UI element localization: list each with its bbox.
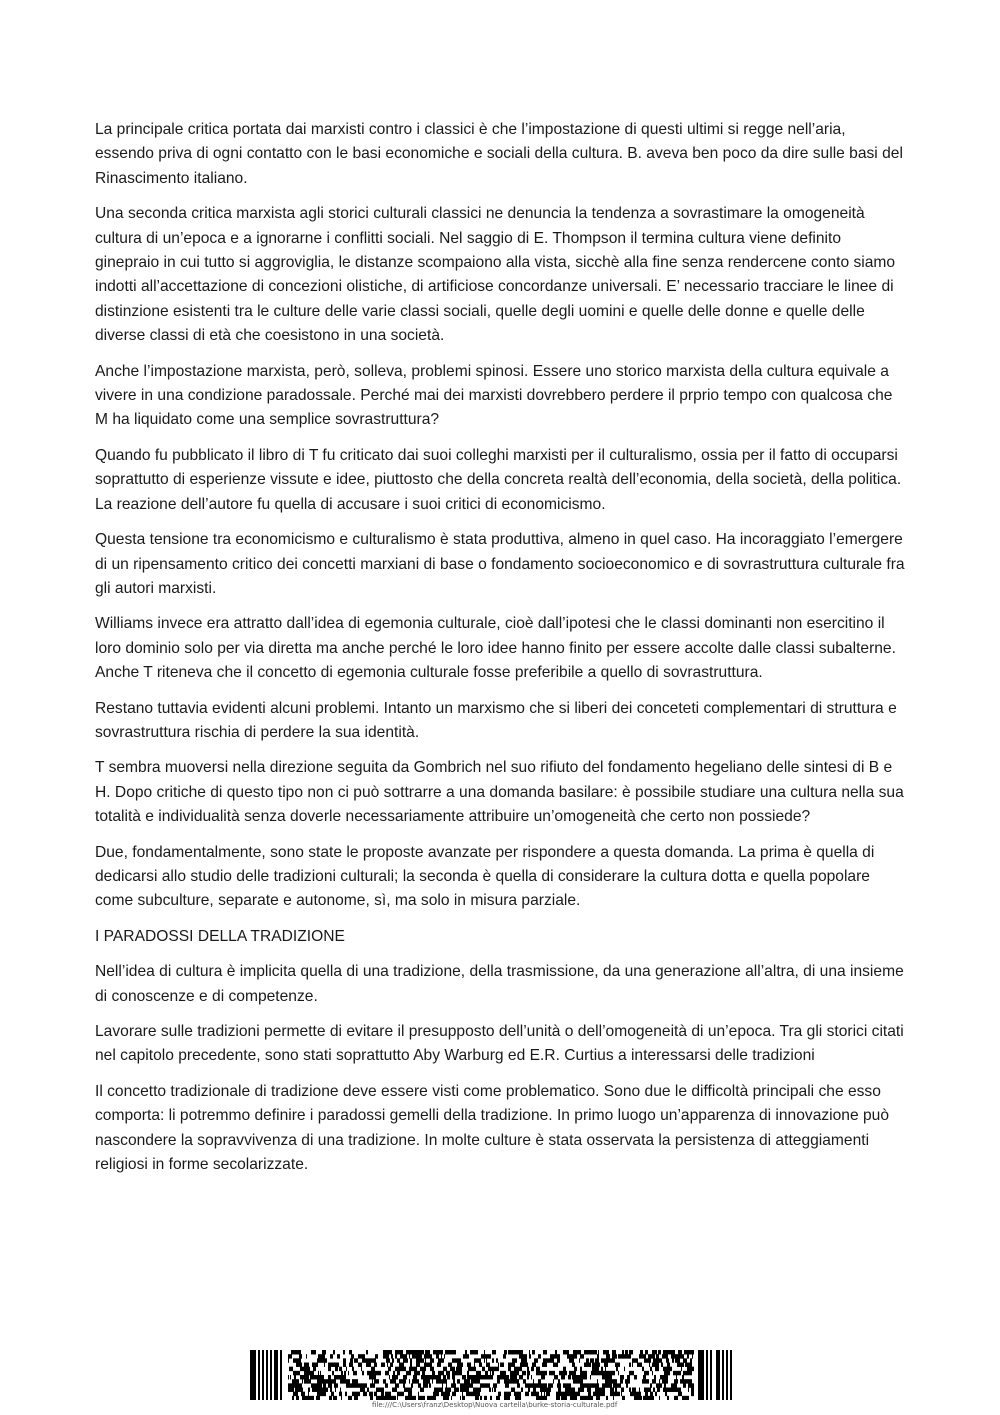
paragraph: Questa tensione tra economicismo e culturalismo è stata produttiva, almeno in quel caso. Ha incoraggiato l’emergere di un ripensamento critico dei concetti marxiani di base o fondamento socioeconomico e di sovrastruttura culturale fra gli autori marxisti. [95, 531, 905, 597]
paragraph: Nell’idea di cultura è implicita quella di una tradizione, della trasmissione, da una generazione all’altra, di una insieme di conoscenze e di competenze. [95, 963, 904, 1005]
2d-barcode-icon [250, 1350, 732, 1400]
document-body [95, 118, 905, 1188]
paragraph: Una seconda critica marxista agli storici culturali classici ne denuncia la tendenza a sovrastimare la omogeneità cultura di un’epoca e a ignorarne i conflitti sociali. Nel saggio di E. Thompson il termina cultura viene definito ginepraio in cui tutto si aggroviglia, le distanze scompaiono alla vista, sicchè alla fine senza rendercene conto siamo indotti all’accettazione di concezioni olistiche, di artificiose concordanze universali. E’ necessario tracciare le linee di distinzione esistenti tra le culture delle varie classi sociali, quelle degli uomini e quelle delle donne e quelle delle diverse classi di età che coesistono in una società. [95, 205, 896, 345]
paragraph: Il concetto tradizionale di tradizione deve essere visti come problematico. Sono due le difficoltà principali che esso comporta: li potremmo definire i paradossi gemelli della tradizione. In primo luogo un’apparenza di innovazione può nascondere la sopravvivenza di una tradizione. In molte culture è stata osservata la persistenza di atteggiamenti religiosi in forme secolarizzate. [95, 1082, 890, 1174]
paragraph: Lavorare sulle tradizioni permette di evitare il presupposto dell’unità o dell’omogeneità di un’epoca. Tra gli storici citati nel capitolo precedente, sono stati soprattutto Aby Warburg ed E.R. Curtius a interessarsi delle tradizioni [95, 1023, 904, 1065]
paragraph: La principale critica portata dai marxisti contro i classici è che l’impostazione di questi ultimi si regge nell’aria, essendo priva di ogni contatto con le basi economiche e sociali della cultura. B. aveva ben poco da dire sulle basi del Rinascimento italiano. [95, 121, 903, 187]
section-heading: I PARADOSSI DELLA TRADIZIONE [95, 927, 345, 945]
paragraph: Restano tuttavia evidenti alcuni problemi. Intanto un marxismo che si liberi dei conceteti complementari di struttura e sovrastruttura rischia di perdere la sua identità. [95, 699, 897, 741]
paragraph: Quando fu pubblicato il libro di T fu criticato dai suoi colleghi marxisti per il culturalismo, ossia per il fatto di occuparsi soprattutto di esperienze vissute e idee, piuttosto che della concreta realtà dell’economia, della società, della politica. La reazione dell’autore fu quella di accusare i suoi critici di economicismo. [95, 446, 902, 513]
paragraph: Anche l’impostazione marxista, però, solleva, problemi spinosi. Essere uno storico marxista della cultura equivale a vivere in una condizione paradossale. Perché mai dei marxisti dovrebbero perdere il prprio tempo con qualcosa che M ha liquidato come una semplice sovrastruttura? [95, 362, 893, 429]
paragraph: Due, fondamentalmente, sono state le proposte avanzate per rispondere a questa domanda. La prima è quella di dedicarsi allo studio delle tradizioni culturali; la seconda è quella di considerare la cultura dotta e quella popolare come subculture, separate e autonome, sì, ma solo in misura parziale. [95, 843, 875, 910]
file-path-footer: file:///C:\Users\franz\Desktop\Nuova cartella\burke-storia-culturale.pdf [372, 1401, 618, 1409]
paragraph: T sembra muoversi nella direzione seguita da Gombrich nel suo rifiuto del fondamento hegeliano delle sintesi di B e H. Dopo critiche di questo tipo non ci può sottrarre a una domanda basilare: è possibile studiare una cultura nella sua totalità e individualità senza doverle necessariamente attribuire un’omogeneità che certo non possiede? [95, 759, 904, 826]
paragraph: Williams invece era attratto dall’idea di egemonia culturale, cioè dall’ipotesi che le classi dominanti non esercitino il loro dominio solo per via diretta ma anche perché le loro idee hanno finito per essere accolte dalle classi subalterne. Anche T riteneva che il concetto di egemonia culturale fosse preferibile a quello di sovrastruttura. [95, 615, 896, 682]
